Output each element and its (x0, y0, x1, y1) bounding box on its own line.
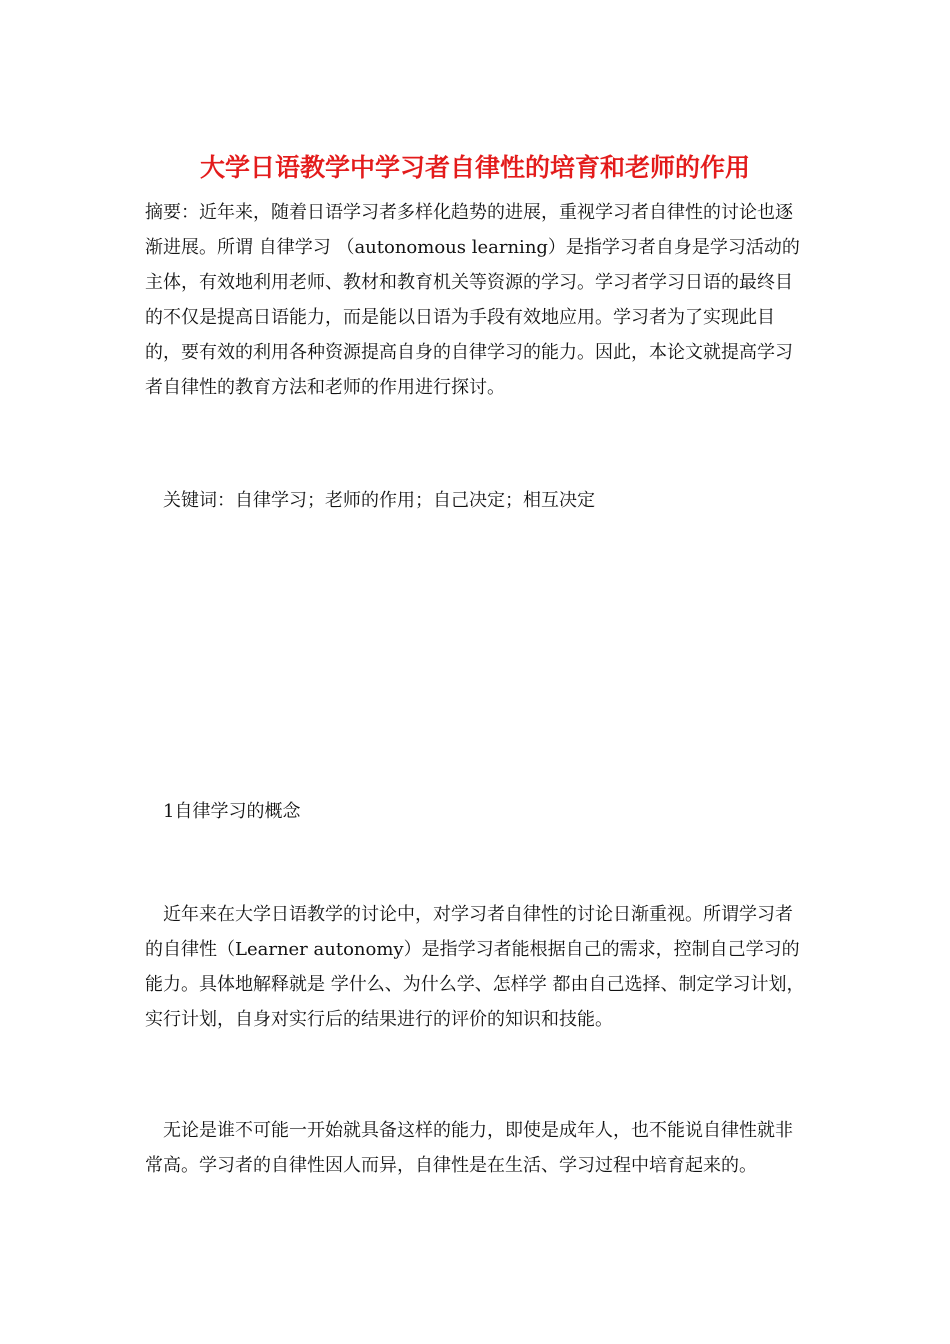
abstract-paragraph: 摘要：近年来，随着日语学习者多样化趋势的进展，重视学习者自律性的讨论也逐渐进展。所谓 自律学习 （autonomous learning）是指学习者自身是学习活动的主体，有效地利用老师、教材和教育机关等资源的学习。学习者学习日语的最终目的不仅是提高日语能力，而是能以日语为手段有效地应用。学习者为了实现此目的，要有效的利用各种资源提高自身的自律学习的能力。因此，本论文就提高学习者自律性的教育方法和老师的作用进行探讨。 (145, 202, 800, 398)
keywords-line: 关键词：自律学习；老师的作用；自己决定；相互决定 (163, 490, 595, 511)
body-paragraph: 无论是谁不可能一开始就具备这样的能力，即使是成年人，也不能说自律性就非常高。学习者的自律性因人而异，自律性是在生活、学习过程中培育起来的。 (145, 1120, 793, 1176)
document-title: 大学日语教学中学习者自律性的培育和老师的作用 (199, 153, 750, 182)
body-paragraph: 近年来在大学日语教学的讨论中，对学习者自律性的讨论日渐重视。所谓学习者的自律性（Learner autonomy）是指学习者能根据自己的需求，控制自己学习的能力。具体地解释就是 学什么、为什么学、怎样学 都由自己选择、制定学习计划， 实行计划，自身对实行后的结果进行的评价的知识和技能。 (145, 904, 811, 1030)
section-heading: 1自律学习的概念 (163, 801, 301, 822)
